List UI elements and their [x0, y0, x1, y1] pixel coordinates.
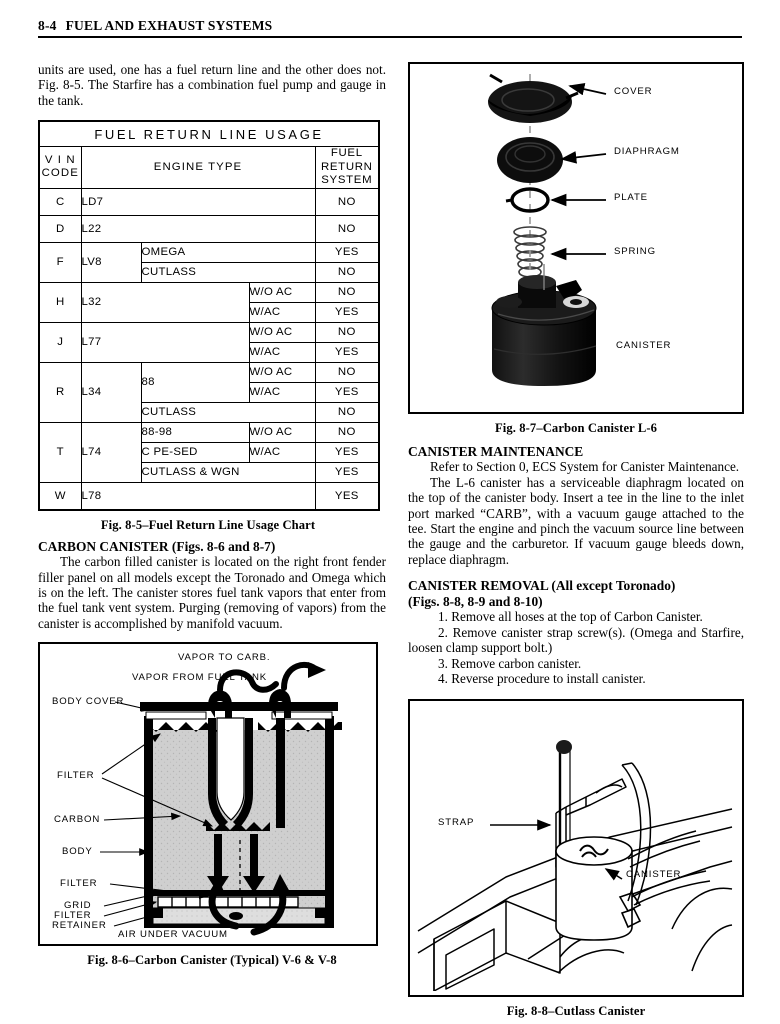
cell-ac-h-wac: W/AC: [249, 302, 315, 322]
label-body-cover: BODY COVER: [52, 696, 125, 708]
cell-engine-ld7: LD7: [81, 188, 315, 215]
canister-maintenance-heading: CANISTER MAINTENANCE: [408, 444, 584, 459]
carbon-canister-section: [38, 539, 386, 631]
cell-engine-l22: L22: [81, 215, 315, 242]
cell-sub-omega: OMEGA: [141, 242, 315, 262]
diaphragm-part: [497, 137, 563, 183]
label-retainer: RETAINER: [52, 920, 107, 932]
left-column: [38, 62, 386, 968]
canister-maintenance-paragraph-2: The L-6 canister has a serviceable diaphragm located on the top of the canister body. Insert a tee in the line to the inlet port marked “CARB”, with a vacuum gauge attached to the tee. Start the engine and pinch the vacuum source line between the gauge and the carburetor. If vacuum gauge bleeds down, replace diaphragm.: [408, 474, 744, 567]
header-vin-line1: V I N: [44, 153, 76, 166]
header-vin-line2: CODE: [41, 167, 79, 180]
plate-part: [506, 189, 548, 211]
page-header: [38, 18, 742, 38]
cell-sub-cutlass-wgn: CUTLASS & WGN: [141, 462, 315, 482]
cell-engine-l78: L78: [81, 482, 315, 510]
canister-maintenance-section: [408, 444, 744, 567]
canister-maintenance-paragraph-1: Refer to Section 0, ECS System for Canister Maintenance.: [430, 459, 740, 475]
canister-removal-steps: [408, 609, 744, 687]
page-title: FUEL AND EXHAUST SYSTEMS: [65, 18, 273, 33]
cell-sub-cutlass: CUTLASS: [141, 262, 315, 282]
table-row: [39, 422, 379, 442]
cell-engine-l77: L77: [81, 322, 249, 362]
figure-8-7: [408, 62, 744, 414]
removal-step-1: 1. Remove all hoses at the top of Carbon Canister.: [438, 609, 703, 625]
header-engine-type: ENGINE TYPE: [81, 147, 315, 189]
figure-8-5-caption: Fig. 8-5–Fuel Return Line Usage Chart: [100, 517, 316, 532]
cell-result-j-woac: NO: [315, 322, 379, 342]
cell-ac-r-woac: W/O AC: [249, 362, 315, 382]
figure-8-8-drawing: [410, 701, 738, 991]
cell-vin-w: W: [39, 482, 81, 510]
cell-vin-c: C: [39, 188, 81, 215]
cell-result-cutlass: NO: [315, 262, 379, 282]
label-grid: GRID: [64, 900, 92, 912]
cell-vin-r: R: [39, 362, 81, 422]
figure-8-8: [408, 699, 744, 997]
figure-8-6-caption: Fig. 8-6–Carbon Canister (Typical) V-6 & V-8: [87, 953, 337, 968]
header-line: [38, 18, 742, 34]
cell-result-j-wac: YES: [315, 342, 379, 362]
figure-8-7-caption: Fig. 8-7–Carbon Canister L-6: [494, 421, 658, 435]
fuel-return-chart: [38, 120, 378, 533]
table-row: [39, 188, 379, 215]
chart-title: FUEL RETURN LINE USAGE: [39, 121, 379, 147]
fuel-return-line-usage-table: [38, 120, 380, 511]
cell-result-h-wac: YES: [315, 302, 379, 322]
label-cover: COVER: [614, 86, 653, 97]
figure-8-7-drawing: [410, 64, 738, 408]
cell-result-c: NO: [315, 188, 379, 215]
cell-result-r-cutlass: NO: [315, 402, 379, 422]
label-canister-fig87: CANISTER: [616, 340, 672, 351]
label-filter-upper: FILTER: [57, 770, 95, 782]
cell-ac-t-woac: W/O AC: [249, 422, 315, 442]
label-body: BODY: [62, 846, 93, 858]
label-air-under-vacuum: AIR UNDER VACUUM: [118, 929, 228, 941]
intro-paragraph: units are used, one has a fuel return line and the other does not. Fig. 8-5. The Starfire has a combination fuel pump and gauge in the tank.: [38, 62, 386, 108]
cell-ac-r-wac: W/AC: [249, 382, 315, 402]
label-diaphragm: DIAPHRAGM: [614, 146, 680, 157]
cover-part: [488, 75, 578, 123]
cell-ac-j-wac: W/AC: [249, 342, 315, 362]
cell-ac-j-woac: W/O AC: [249, 322, 315, 342]
cell-result-cutlass-wgn: YES: [315, 462, 379, 482]
cell-result-omega: YES: [315, 242, 379, 262]
figure-8-8-caption: Fig. 8-8–Cutlass Canister: [506, 1004, 646, 1019]
table-row: [39, 482, 379, 510]
cell-vin-h: H: [39, 282, 81, 322]
cell-sub-88: 88: [141, 362, 249, 402]
label-strap: STRAP: [438, 817, 475, 829]
cell-ac-h-woac: W/O AC: [249, 282, 315, 302]
right-column: [408, 62, 744, 1019]
figure-8-6: [38, 642, 378, 946]
carbon-canister-paragraph: The carbon filled canister is located on the right front fender filler panel on all models except the Toronado and Omega which is on the left. The canister stores fuel tank vapors that enter from the fuel tank vent system. Purging (removing of vapors) from the canister is accomplished by manifold vacuum.: [38, 554, 386, 631]
removal-step-3: 3. Remove carbon canister.: [438, 655, 582, 671]
cell-vin-d: D: [39, 215, 81, 242]
cell-engine-lv8: LV8: [81, 242, 141, 282]
table-title-row: [39, 121, 379, 147]
table-row: [39, 362, 379, 382]
label-filter-bottom: FILTER: [54, 910, 92, 922]
page-number: 8-4: [38, 18, 57, 33]
removal-step-2: 2. Remove canister strap screw(s). (Omega and Starfire, loosen clamp support bolt.): [408, 624, 744, 656]
removal-step-4: 4. Reverse procedure to install canister.: [438, 671, 646, 687]
canister-part: [492, 275, 596, 386]
cell-sub-cpesed: C PE-SED: [141, 442, 249, 462]
label-plate: PLATE: [614, 192, 648, 203]
label-carbon: CARBON: [54, 814, 101, 826]
cell-vin-t: T: [39, 422, 81, 482]
carbon-canister-heading: CARBON CANISTER (Figs. 8-6 and 8-7): [38, 538, 276, 554]
cell-engine-l34: L34: [81, 362, 141, 422]
table-row: [39, 282, 379, 302]
canister-removal-section: [408, 578, 744, 687]
cell-result-h-woac: NO: [315, 282, 379, 302]
table-row: [39, 322, 379, 342]
cell-engine-l32: L32: [81, 282, 249, 322]
canister-removal-heading-line2: (Figs. 8-8, 8-9 and 8-10): [408, 593, 543, 609]
cell-vin-j: J: [39, 322, 81, 362]
cell-engine-l74: L74: [81, 422, 141, 482]
cell-sub-8898: 88-98: [141, 422, 249, 442]
header-vin-code: [39, 147, 81, 189]
cell-result-r-wac: YES: [315, 382, 379, 402]
label-filter-lower: FILTER: [60, 878, 98, 890]
label-vapor-from-fuel-tank: VAPOR FROM FUEL TANK: [132, 672, 267, 684]
cell-result-w: YES: [315, 482, 379, 510]
canister-removal-heading-line1: CANISTER REMOVAL (All except Toronado): [408, 578, 676, 594]
cell-sub-r-cutlass: CUTLASS: [141, 402, 315, 422]
table-header-row: [39, 147, 379, 189]
cell-vin-f: F: [39, 242, 81, 282]
cell-ac-t-wac: W/AC: [249, 442, 315, 462]
table-row: [39, 242, 379, 262]
label-spring: SPRING: [614, 246, 656, 257]
figure-8-6-drawing: [40, 644, 372, 940]
cell-result-t-wac: YES: [315, 442, 379, 462]
label-vapor-to-carb: VAPOR TO CARB.: [178, 652, 271, 664]
header-fuel-return-system: [315, 147, 379, 189]
cell-result-d: NO: [315, 215, 379, 242]
header-rule: [38, 36, 742, 38]
cell-result-t-woac: NO: [315, 422, 379, 442]
header-frs-line2: SYSTEM: [321, 174, 373, 187]
cell-result-r-woac: NO: [315, 362, 379, 382]
header-frs-line1: FUEL RETURN: [320, 147, 373, 173]
label-canister-fig88: CANISTER: [626, 869, 682, 881]
table-row: [39, 215, 379, 242]
